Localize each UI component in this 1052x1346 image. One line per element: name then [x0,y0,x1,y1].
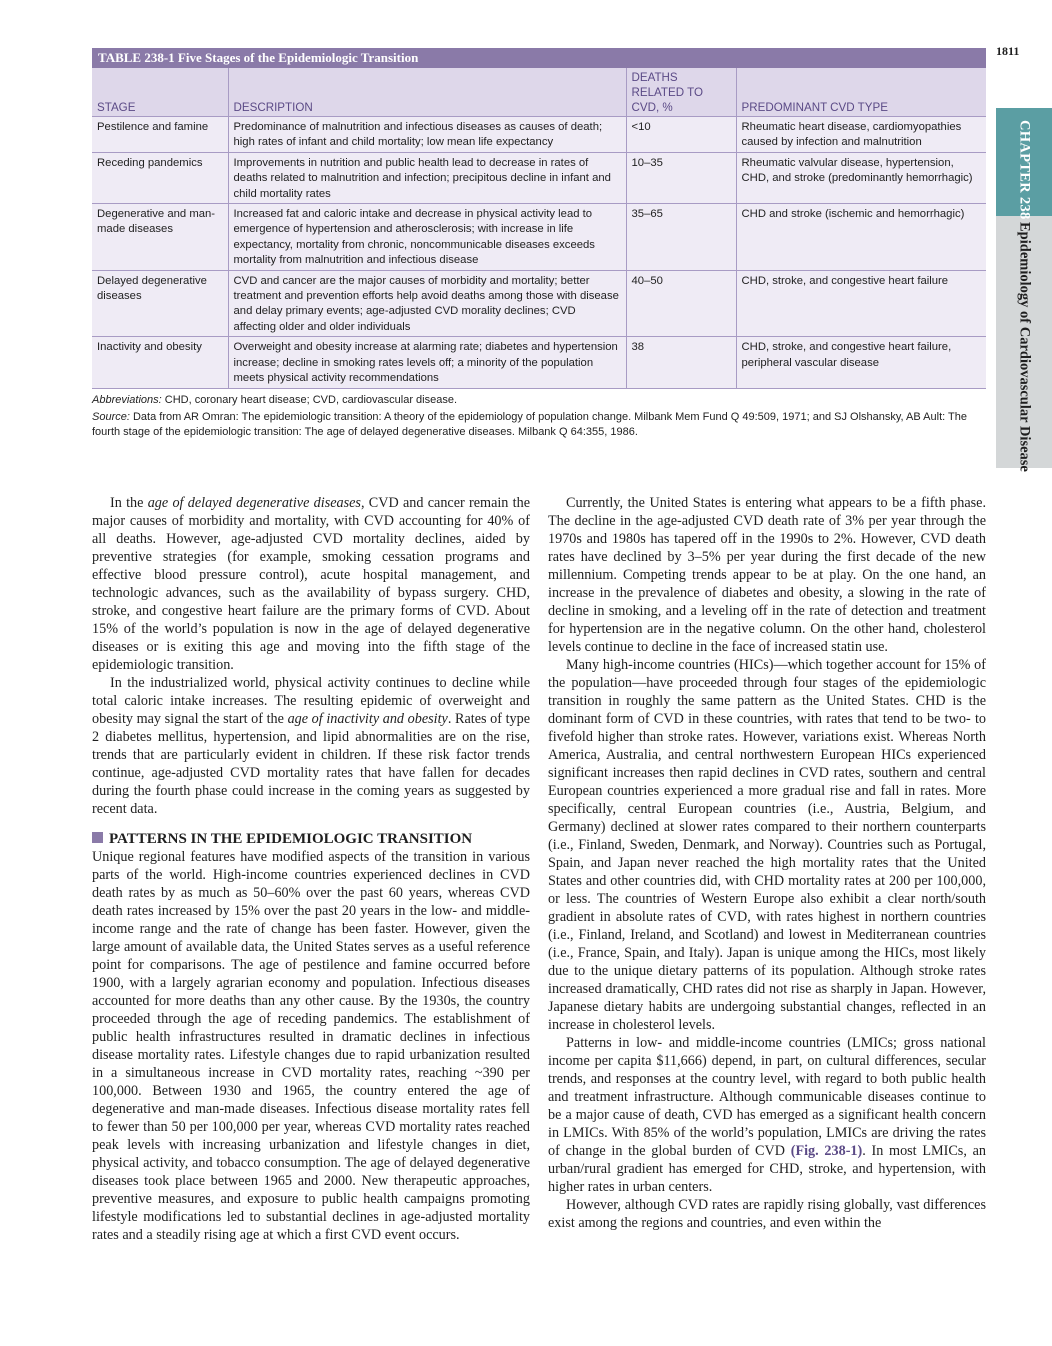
cell-cvd-type: Rheumatic heart disease, cardiomyopathies caused by infection and malnutrition [736,117,986,153]
paragraph [92,674,530,818]
source-label: Source: [92,410,130,423]
cell-stage: Pestilence and famine [92,117,228,153]
cell-stage: Receding pandemics [92,152,228,203]
source-text: Data from AR Omran: The epidemiologic transition: A theory of the epidemiology of population change. Milbank Mem Fund Q 49:509, 1971; and SJ Olshansky, AB Ault: The fourth stage of the epidemiologic transition: The age of delayed degenerative diseases. Milbank Q 64:355, 1986. [92,410,968,438]
abbreviations-text: CHD, coronary heart disease; CVD, cardiovascular disease. [161,393,458,406]
paragraph: However, although CVD rates are rapidly rising globally, vast differences exist among the regions and countries, and even within the [548,1197,986,1231]
section-heading [92,830,530,848]
abbreviations-label: Abbreviations: [92,393,162,406]
cell-description: Improvements in nutrition and public health lead to decrease in rates of deaths related to malnutrition and infection; precipitous decline in infant and child mortality rates [228,152,626,203]
text-run: . Rates of type 2 diabetes mellitus, hypertension, and lipid abnormalities are on the rise, trends that are particularly evident in children. If these risk factor trends continue, age-adjusted CVD mortality rates that have fallen for decades during the fourth phase could increase in the coming years as suggested by recent data. [92,711,531,817]
text-run: In the industrialized world, physical activity continues to decline while total caloric intake increases. The resulting epidemic of overweight and obesity may signal the start of the [92,675,530,727]
section-heading-text: PATTERNS IN THE EPIDEMIOLOGIC TRANSITION [109,831,473,847]
side-tab-title: Epidemiology of Cardiovascular Disease [1016,222,1033,472]
cell-description: Overweight and obesity increase at alarming rate; diabetes and hypertension increase; decline in smoking rates levels off; a minority of the population meets physical activity recommendations [228,337,626,388]
text-run: In the [110,495,148,511]
paragraph [548,1034,986,1196]
emphasis: age of inactivity and obesity [287,711,448,727]
chapter-side-tab [996,108,1052,472]
text-run: Patterns in low- and middle-income countries (LMICs; gross national income per capita $11,666) depend, in part, on cultural differences, secular trends, and responses at the country level, with regard to both public health and treatment infrastructure. Although communicable diseases continue to be a major cause of death, CVD has emerged as a significant health concern in LMICs. With 85% of the world’s population, LMICs are driving the rates of change in the global burden of CVD [548,1035,986,1159]
header-stage: STAGE [92,68,228,117]
table-row [92,152,986,203]
side-tab-chapter: CHAPTER 238 [1016,120,1033,220]
side-tab-text [1016,114,1033,472]
source-note [92,410,986,440]
text-run: . In most LMICs, an urban/rural gradient has emerged for CHD, stroke, and hypertension, with higher rates in urban centers. [548,1143,986,1195]
stages-table [92,68,986,389]
paragraph: Many high-income countries (HICs)—which together account for 15% of the population—have proceeded through four stages of the epidemiologic transition in roughly the same pattern as the United States. CHD is the dominant form of CVD in these countries, with rates that tend to be two- to fivefold higher than stroke rates. However, variations exist. Whereas North America, Australia, and central northwestern European HICs experienced significant increases then rapid declines in CVD rates, southern and central European countries experienced a more gradual rise and fall in rates. More specifically, central European countries (i.e., Austria, Belgium, and Germany) declined at slower rates compared to their northern counterparts (i.e., Finland, Sweden, Denmark, and Norway). Countries such as Portugal, Spain, and Japan never reached the high mortality rates that the United States and other countries did, with CHD mortality rates at 200 per 100,000, or less. The countries of Western Europe also exhibit a clear north/south gradient in absolute rates of CVD, with rates highest in northern countries (i.e., Finland, Ireland, and Scotland) and lowest in Mediterranean countries (i.e., France, Spain, and Italy). Japan is unique among the HICs, most likely due to the unique dietary patterns of its population. Although stroke rates increased dramatically, CHD rates did not rise as sharply in Japan. However, Japanese dietary habits are undergoing substantial changes, reflected in an increase in cholesterol levels. [548,657,986,1033]
cell-deaths: 40–50 [626,270,736,337]
paragraph: Unique regional features have modified aspects of the transition in various parts of the world. High-income countries experienced declines in CVD death rates by as much as 50–60% over the past 60 years, whereas CVD death rates increased by 15% over the past 20 years in the low- and middle-income range and the rate of change has been faster. However, given the large amount of available data, the United States serves as a useful reference point for comparisons. The age of pestilence and famine occurred before 1900, with a largely agrarian economy and population. Infectious diseases accounted for more deaths than any other cause. By the 1930s, the country proceeded through the age of receding pandemics. The establishment of public health infrastructures resulted in dramatic declines in infectious disease mortality rates. Lifestyle changes due to rapid urbanization resulted in a simultaneous increase in CVD mortality rates, reaching ~390 per 100,000. Between 1930 and 1965, the country entered the age of degenerative and man-made diseases. Infectious disease mortality rates fell to fewer than 50 per 100,000 per year, whereas CVD mortality rates reached peak levels with increasing urbanization and lifestyle changes in diet, physical activity, and tobacco consumption. The age of delayed degenerative diseases took place between 1965 and 2000. New therapeutic approaches, preventive measures, and exposure to public health campaigns promoting lifestyle modifications led to substantial declines in age-adjusted mortality rates and a steadily rising age at which a first CVD event occurs. [92,849,530,1243]
paragraph: Currently, the United States is entering what appears to be a fifth phase. The decline in the age-adjusted CVD death rate of 3% per year through the 1970s and 1980s has tapered off in the 1990s to 2%. However, CVD death rates have declined by 3–5% per year during the first decade of the new millennium. Competing trends appear to be at play. On the one hand, an increase in the prevalence of diabetes and obesity, a slowing in the rate of decline in smoking, and a leveling off in the rate of detection and treatment for hypertension are in the negative column. On the other hand, cholesterol levels continue to decline in the face of increased statin use. [548,495,986,655]
cell-deaths: 38 [626,337,736,388]
cell-cvd-type: CHD, stroke, and congestive heart failure, peripheral vascular disease [736,337,986,388]
cell-cvd-type: Rheumatic valvular disease, hypertension, CHD, and stroke (predominantly hemorrhagic) [736,152,986,203]
page-number: 1811 [996,44,1020,58]
figure-reference-link[interactable]: (Fig. 238-1) [790,1143,863,1159]
table-row [92,270,986,337]
abbreviations-note [92,393,986,408]
cell-stage: Inactivity and obesity [92,337,228,388]
table-row [92,204,986,271]
table-row [92,337,986,388]
table-caption: TABLE 238-1 Five Stages of the Epidemiologic Transition [92,48,986,68]
table-238-1 [92,48,986,442]
header-cvd-type: PREDOMINANT CVD TYPE [736,68,986,117]
cell-stage: Degenerative and man-made diseases [92,204,228,271]
table-row [92,117,986,153]
right-column [548,494,986,1232]
cell-description: Predominance of malnutrition and infectious diseases as causes of death; high rates of infant and child mortality; low mean life expectancy [228,117,626,153]
cell-deaths: <10 [626,117,736,153]
emphasis: age of delayed degenerative diseases [147,495,361,511]
cell-description: Increased fat and caloric intake and decrease in physical activity lead to emergence of hypertension and atherosclerosis; with increase in life expectancy, mortality from chronic, noncommunicable diseases exceeds mortality from malnutrition and infectious disease [228,204,626,271]
cell-deaths: 35–65 [626,204,736,271]
cell-cvd-type: CHD and stroke (ischemic and hemorrhagic) [736,204,986,271]
table-header-row [92,68,986,117]
square-bullet-icon [92,832,103,843]
cell-deaths: 10–35 [626,152,736,203]
header-deaths: DEATHS RELATED TO CVD, % [626,68,736,117]
cell-description: CVD and cancer are the major causes of morbidity and mortality; better treatment and prevention efforts help avoid deaths among those with disease and delay primary events; age-adjusted CVD morality declines; CVD affecting older and older individuals [228,270,626,337]
paragraph [92,494,530,674]
cell-stage: Delayed degenerative diseases [92,270,228,337]
left-column [92,494,530,1244]
cell-cvd-type: CHD, stroke, and congestive heart failure [736,270,986,337]
text-run: , CVD and cancer remain the major causes of morbidity and mortality, with CVD accounting for 40% of all deaths. However, age-adjusted CVD mortality declines, aided by preventive strategies (for example, smoking cessation programs and effective blood pressure control), acute hospital management, and technologic advances, such as the availability of bypass surgery. CHD, stroke, and congestive heart failure are the primary forms of CVD. About 15% of the world’s population is now in the age of delayed degenerative diseases or is exiting this age and moving into the fifth stage of the epidemiologic transition. [92,495,531,673]
header-description: DESCRIPTION [228,68,626,117]
table-notes [92,393,986,440]
